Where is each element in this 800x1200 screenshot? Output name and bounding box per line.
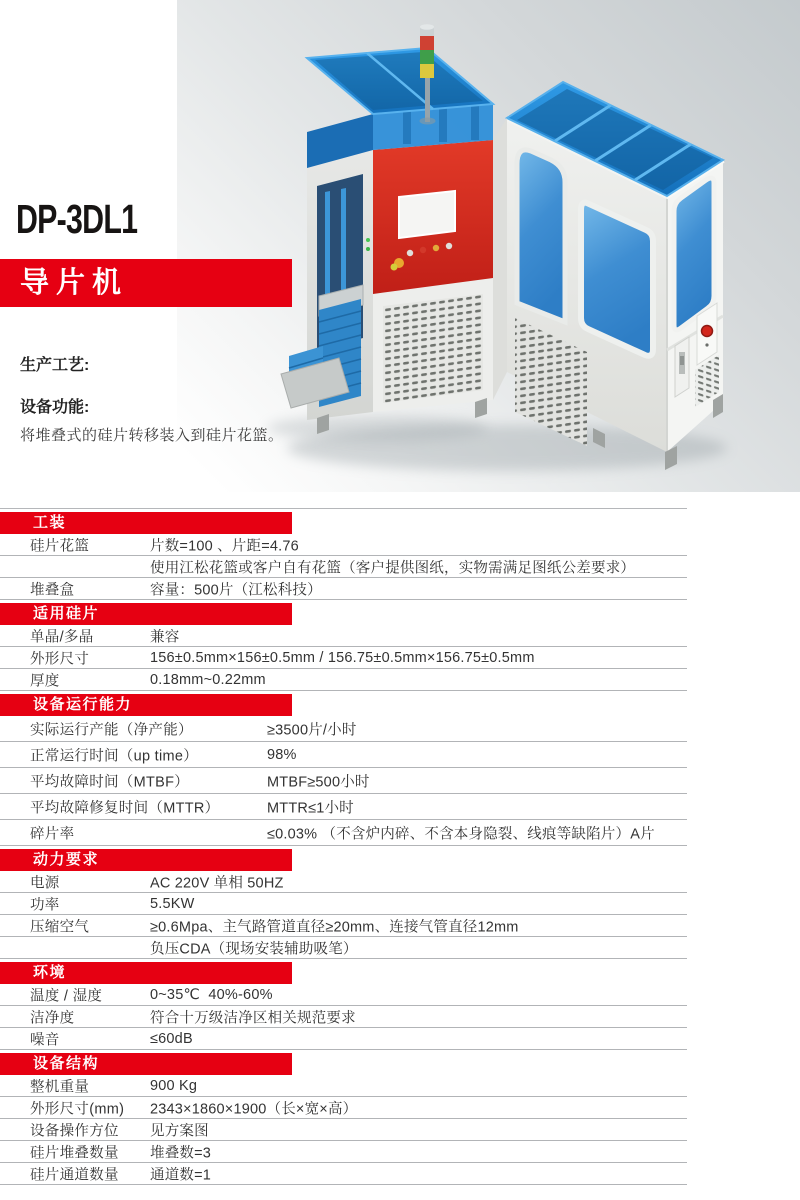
spec-row [0,768,687,794]
spec-label: 单晶/多晶 [30,629,94,645]
control-panel [373,140,493,294]
spec-row [0,937,687,959]
spec-label: 设备操作方位 [30,1123,119,1139]
spec-label: 整机重量 [30,1079,90,1095]
spec-value: 堆叠数=3 [150,1145,212,1161]
model-title: DP-3DL1 [16,196,138,242]
product-name: 导片机 [20,267,129,299]
right-wing [507,82,723,470]
spec-label: 厚度 [30,673,60,689]
spec-row [0,871,687,893]
spec-label: 堆叠盒 [30,582,75,598]
process-label: 生产工艺: [20,357,90,374]
spec-label: 温度 / 湿度 [30,988,103,1004]
stacker-conveyor [281,299,361,408]
spec-row [0,1119,687,1141]
spec-row [0,578,687,600]
front-window [581,203,653,356]
spec-row [0,1163,687,1185]
spec-value: 0.18mm~0.22mm [150,671,266,688]
spec-label: 正常运行时间（up time） [30,748,199,764]
led-green-1 [366,238,370,242]
spec-label: 硅片通道数量 [30,1167,119,1183]
estop-button [702,326,713,337]
spec-label: 电源 [30,875,60,891]
spec-label: 外形尺寸(mm) [30,1101,125,1117]
spec-value: ≥3500片/小时 [267,722,357,738]
spec-value: 0~35℃ 40%-60% [150,986,273,1003]
function-desc: 将堆叠式的硅片转移装入到硅片花篮。 [20,427,284,444]
spec-label: 压缩空气 [30,919,90,935]
spec-value: ≥0.6Mpa、主气路管道直径≥20mm、连接气管直径12mm [150,919,519,935]
spec-value: MTBF≥500小时 [267,774,370,790]
spec-value: 通道数=1 [150,1167,212,1183]
spec-row [0,742,687,768]
spec-value: MTTR≤1小时 [267,800,354,816]
vent-grille-left [383,294,483,403]
spec-row [0,1006,687,1028]
spec-row [0,556,687,578]
spec-row [0,669,687,691]
corner-post [493,118,507,400]
spec-value: 900 Kg [150,1077,198,1094]
spec-table [0,508,687,1185]
section-header: 适用硅片 [0,603,292,625]
section-header: 动力要求 [0,849,292,871]
spec-label: 硅片花篮 [30,538,90,554]
spec-value: ≤0.03% （不含炉内碎、不含本身隐裂、线痕等缺陷片）A片 [267,826,655,842]
spec-row [0,915,687,937]
spec-value: 98% [267,746,297,763]
spec-label: 硅片堆叠数量 [30,1145,119,1161]
spec-value: 156±0.5mm×156±0.5mm / 156.75±0.5mm×156.75±0.5mm [150,649,535,666]
spec-value: 容量：500片（江松科技） [150,582,322,598]
spec-row [0,794,687,820]
spec-value: 使用江松花篮或客户自有花篮（客户提供图纸，实物需满足图纸公差要求） [150,560,636,576]
spec-value: 符合十万级洁净区相关规范要求 [150,1010,356,1026]
spec-label: 噪音 [30,1032,60,1048]
section-header: 环境 [0,962,292,984]
spec-value: 片数=100 、片距=4.76 [150,538,299,554]
spec-row [0,647,687,669]
spec-row [0,984,687,1006]
spec-value: 负压CDA（现场安装辅助吸笔） [150,941,358,957]
spec-label: 洁净度 [30,1010,75,1026]
spec-value: ≤60dB [150,1030,193,1047]
spec-label: 平均故障时间（MTBF） [30,774,190,790]
section-header: 设备运行能力 [0,694,292,716]
spec-value: 见方案图 [150,1123,209,1139]
control-screen [399,191,455,238]
spec-row [0,534,687,556]
spec-row [0,716,687,742]
spec-value: 5.5KW [150,895,195,912]
spec-label: 平均故障修复时间（MTTR） [30,800,220,816]
spec-label: 外形尺寸 [30,651,90,667]
spec-label: 碎片率 [30,826,75,842]
spec-value: 2343×1860×1900（长×宽×高） [150,1101,358,1117]
spec-row [0,1141,687,1163]
spec-label: 功率 [30,897,60,913]
door-window [517,150,565,322]
spec-row [0,893,687,915]
spec-value: 兼容 [150,629,180,645]
side-window [674,178,714,330]
spec-label: 实际运行产能（净产能） [30,722,193,738]
spec-row [0,625,687,647]
spec-row [0,1075,687,1097]
section-header: 工装 [0,512,292,534]
spec-row [0,820,687,846]
function-label: 设备功能: [20,399,90,416]
function-block [20,394,440,445]
spec-row [0,1028,687,1050]
left-wing [281,48,493,434]
product-name-banner [0,259,292,307]
led-green-2 [366,247,370,251]
spec-row [0,1097,687,1119]
spec-value: AC 220V 单相 50HZ [150,875,284,891]
section-header: 设备结构 [0,1053,292,1075]
